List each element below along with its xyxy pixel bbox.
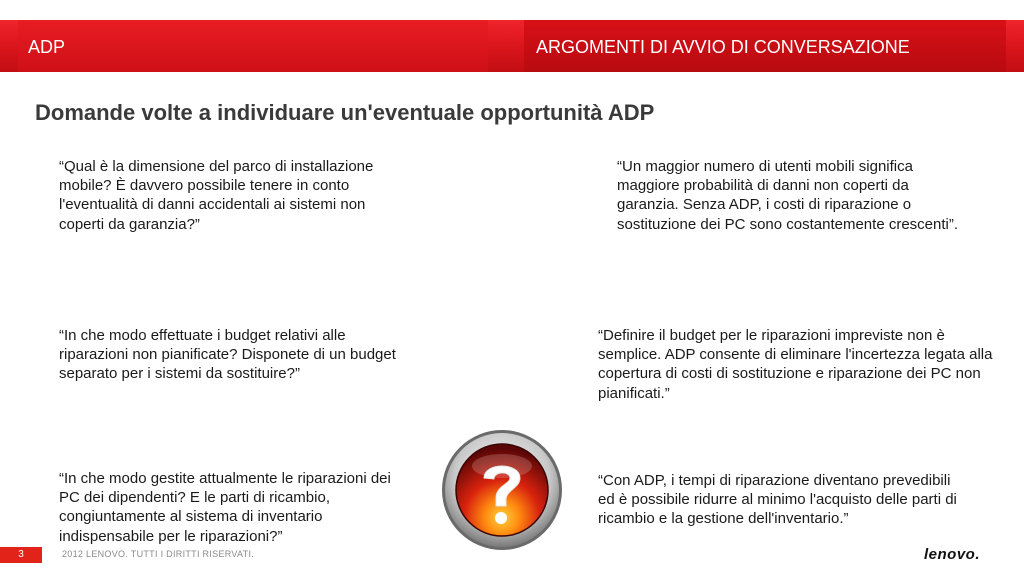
question-3: “In che modo gestite attualmente le riparazioni dei PC dei dipendenti? E le parti di ricambio, congiuntamente al sistema di inventario indispensabile per le riparazioni?”	[59, 470, 391, 545]
copyright-text: 2012 LENOVO. TUTTI I DIRITTI RISERVATI.	[62, 549, 255, 559]
question-2: “In che modo effettuate i budget relativi alle riparazioni non pianificate? Disponete di un budget separato per i sistemi da sostituire?”	[59, 327, 396, 383]
page-title: Domande volte a individuare un'eventuale opportunità ADP	[35, 100, 655, 125]
answer-2: “Definire il budget per le riparazioni impreviste non è semplice. ADP consente di eliminare l'incertezza legata alla copertura di costi di sostituzione e riparazione dei PC non pianificati.”	[598, 327, 993, 402]
header-left-tab	[18, 20, 488, 72]
lenovo-logo: lenovo.	[924, 546, 981, 563]
page-number: 3	[0, 547, 42, 563]
question-mark-icon	[440, 428, 564, 552]
question-1: “Qual è la dimensione del parco di installazione mobile? È davvero possibile tenere in conto l'eventualità di danni accidentali ai sistemi non coperti da garanzia?”	[59, 158, 374, 233]
answer-1: “Un maggior numero di utenti mobili significa maggiore probabilità di danni non coperti da garanzia. Senza ADP, i costi di riparazione o sostituzione dei PC sono costantemente crescenti”.	[617, 158, 959, 233]
header-section-label: ARGOMENTI DI AVVIO DI CONVERSAZIONE	[536, 37, 910, 57]
answer-3: “Con ADP, i tempi di riparazione diventano prevedibili ed è possibile ridurre al minimo l'acquisto delle parti di ricambio e la gestione dell'inventario.”	[598, 472, 957, 528]
header-adp-label: ADP	[28, 37, 66, 57]
